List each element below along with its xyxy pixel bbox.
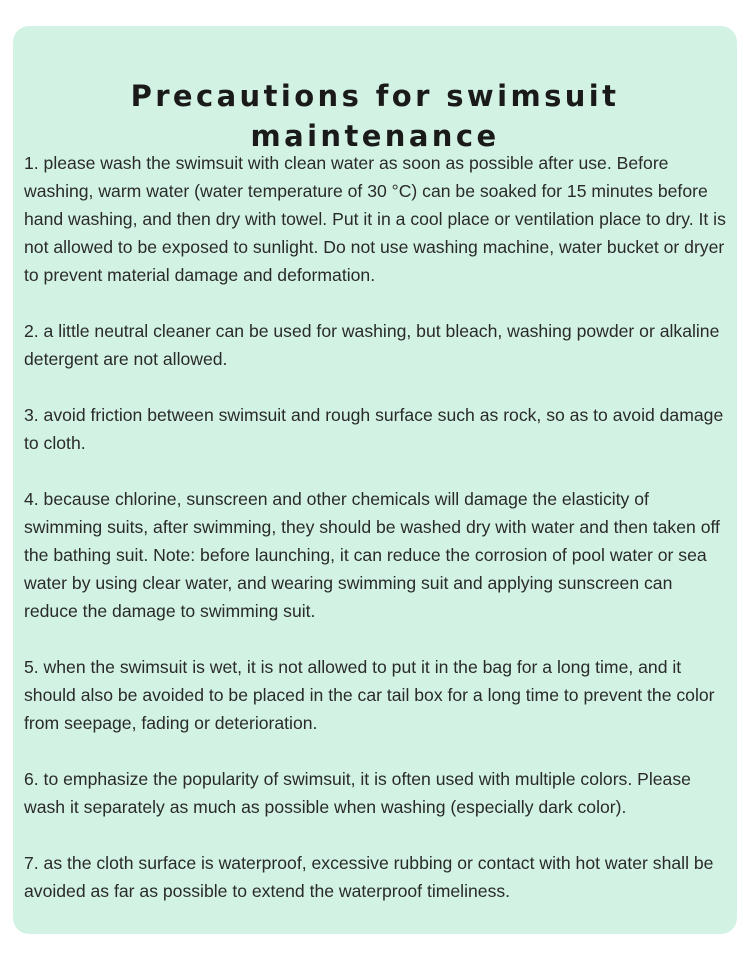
precaution-item-7: 7. as the cloth surface is waterproof, excessive rubbing or contact with hot water shall be avoided as far as possible to extend the waterproof timeliness. (24, 853, 714, 901)
precaution-item-4: 4. because chlorine, sunscreen and other chemicals will damage the elasticity of swimming suits, after swimming, they should be washed dry with water and then taken off the bathing suit. Note: before launching, it can reduce the corrosion of pool water or sea water by using clear water, and wearing swimming suit and applying sunscreen can reduce the damage to swimming suit. (24, 489, 720, 621)
precautions-list (24, 149, 730, 933)
precaution-item-1: 1. please wash the swimsuit with clean water as soon as possible after use. Before washing, warm water (water temperature of 30 °C) can be soaked for 15 minutes before hand washing, and then dry with towel. Put it in a cool place or ventilation place to dry. It is not allowed to be exposed to sunlight. Do not use washing machine, water bucket or dryer to prevent material damage and deformation. (24, 153, 726, 285)
precaution-item-6: 6. to emphasize the popularity of swimsuit, it is often used with multiple colors. Please wash it separately as much as possible when washing (especially dark color). (24, 769, 691, 817)
precaution-item-3: 3. avoid friction between swimsuit and rough surface such as rock, so as to avoid damage to cloth. (24, 405, 724, 453)
precaution-item-2: 2. a little neutral cleaner can be used for washing, but bleach, washing powder or alkaline detergent are not allowed. (24, 321, 720, 369)
precaution-item-5: 5. when the swimsuit is wet, it is not allowed to put it in the bag for a long time, and it should also be avoided to be placed in the car tail box for a long time to prevent the color from seepage, fading or deterioration. (24, 657, 715, 733)
page-title: Precautions for swimsuit maintenance (130, 79, 620, 153)
